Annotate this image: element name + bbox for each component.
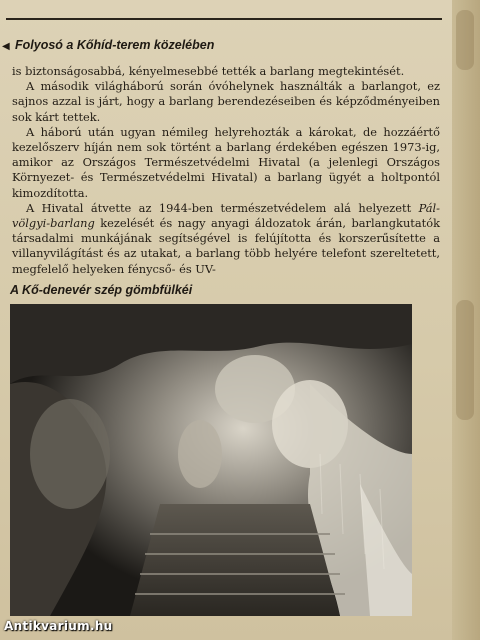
paper-stain [456, 10, 474, 70]
page-edge [452, 0, 480, 640]
cave-name-italic: Pál-völgyi-barlang [12, 200, 440, 231]
left-arrow-icon: ◀ [2, 41, 10, 52]
paragraph-4-end: kezelését és nagy anyagi áldozatok árán, barlangkutatók társadalmi munkájának segítségével is felújította és korszerűsítette a villanyvilágítást és az utakat, a barlang több helyére telefont szereltetett, megfelelő helyeken fénycső- és UV- [12, 216, 440, 276]
top-photo-caption [2, 38, 214, 52]
header-rule [6, 18, 442, 20]
paragraph-2: A második világháború során óvóhelynek használták a barlangot, ez sajnos azzal is járt, hogy a barlang berendezéseiben és képződményeiben sok kárt tettek. [12, 79, 440, 124]
paper-stain [456, 300, 474, 420]
paragraph-4 [12, 201, 440, 277]
cave-photo-caption: A Kő-denevér szép gömbfülkéi [10, 283, 193, 297]
paragraph-3: A háború után ugyan némileg helyrehozták a károkat, de hozzáértő kezelőszerv híján nem sok történt a barlang érdekében egészen 1973-ig, amikor az Országos Természetvédelmi Hivatal (a jelenlegi Országos Környezet- és Természetvédelmi Hivatal) a barlang ügyét a holtpontól kimozdította. [12, 124, 440, 200]
top-caption-text: Folyosó a Kőhíd-terem közelében [15, 38, 215, 52]
cave-photo-illustration [10, 304, 412, 616]
paragraph-1: is biztonságosabbá, kényelmesebbé tették a barlang megtekintését. [12, 64, 405, 78]
cave-photo [10, 304, 412, 616]
watermark: Antikvarium.hu [4, 619, 113, 633]
paragraph-4-start: A Hivatal átvette az 1944-ben természetvédelem alá helyezett [26, 200, 419, 215]
body-text [12, 64, 440, 277]
